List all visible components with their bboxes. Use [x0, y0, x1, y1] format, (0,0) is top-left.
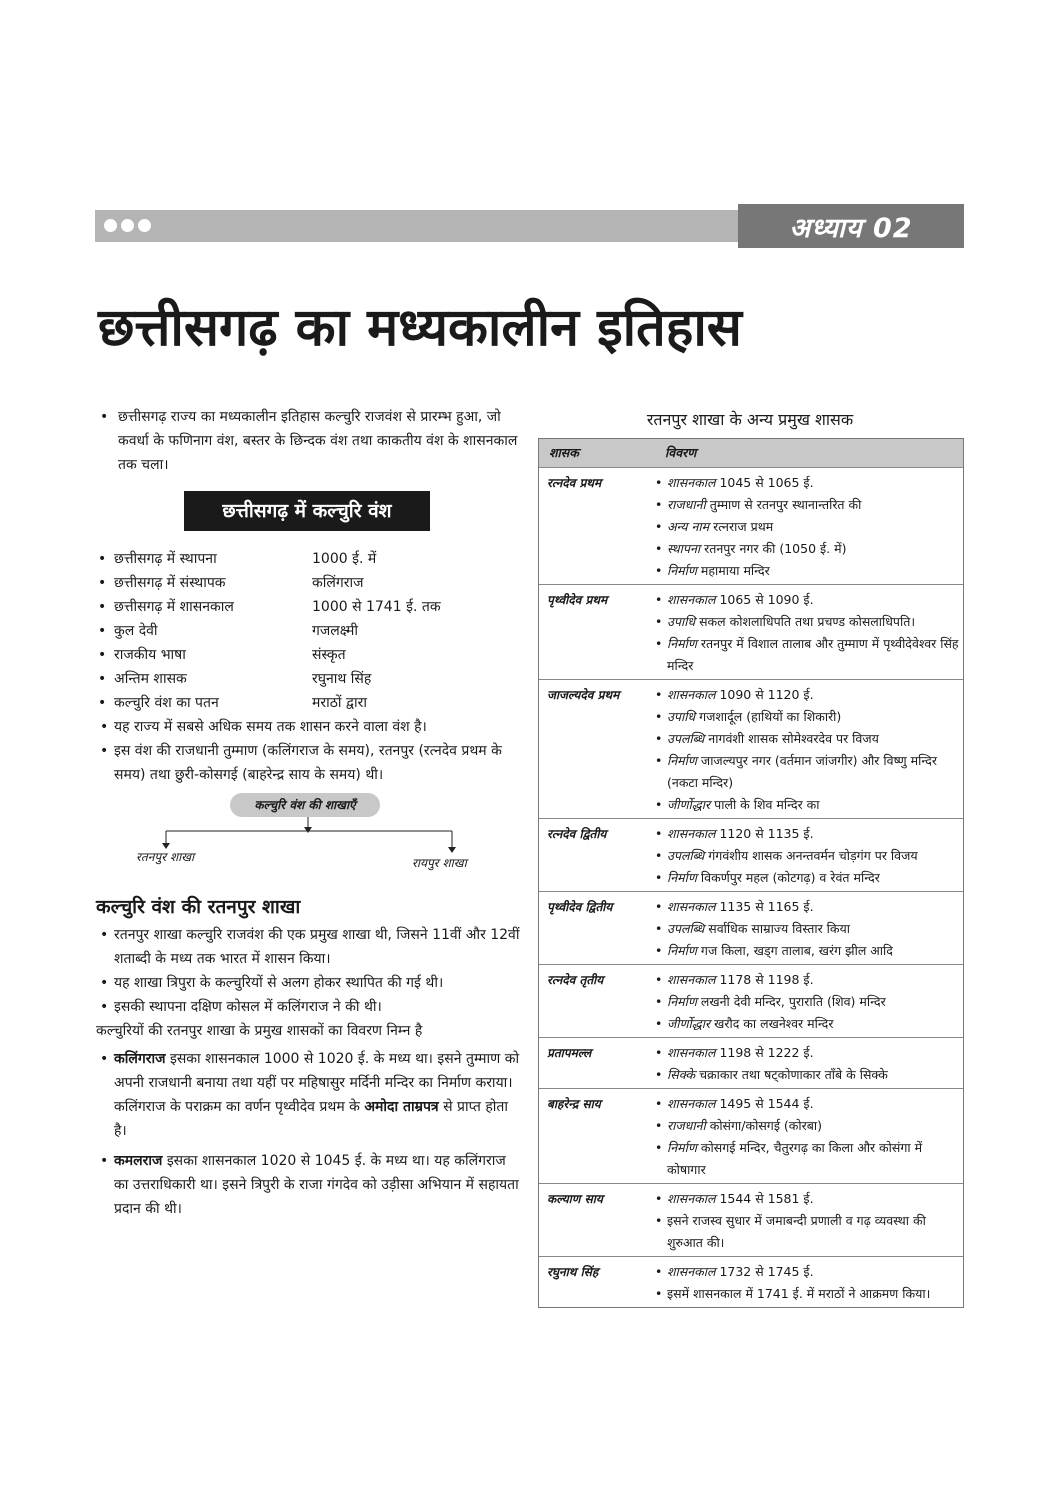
- detail-list: [653, 472, 963, 582]
- table-row: [539, 891, 963, 964]
- table-title: रतनपुर शाखा के अन्य प्रमुख शासक: [646, 410, 854, 429]
- header-band: [95, 210, 740, 242]
- detail-text: 1120 से 1135 ई.: [719, 826, 814, 841]
- table-row: [539, 1183, 963, 1256]
- detail-text: इसने राजस्व सुधार में जमाबन्दी प्रणाली व गढ़ व्यवस्था की शुरुआत की।: [667, 1213, 926, 1250]
- detail-item: [653, 969, 963, 991]
- ratanpur-point: • रतनपुर शाखा कल्चुरि राजवंश की एक प्रमुख शाखा थी, जिसने 11वीं और 12वीं शताब्दी के मध्य तक भारत में शासन किया।: [96, 923, 524, 971]
- fact-value: 1000 ई. में: [312, 551, 377, 567]
- detail-label: निर्माण: [667, 563, 697, 578]
- detail-item: [653, 867, 963, 889]
- ratanpur-point: • इसकी स्थापना दक्षिण कोसल में कलिंगराज ने की थी।: [96, 995, 524, 1019]
- fact-value: मराठों द्वारा: [312, 695, 367, 711]
- detail-text: खरौद का लखनेश्वर मन्दिर: [714, 1016, 834, 1031]
- detail-label: राजधानी: [667, 1118, 706, 1133]
- fact-value: 1000 से 1741 ई. तक: [312, 599, 441, 615]
- detail-item: [653, 516, 963, 538]
- table-row: [539, 467, 963, 584]
- table-row: [539, 1088, 963, 1183]
- detail-text: 1135 से 1165 ई.: [719, 899, 814, 914]
- detail-text: इसमें शासनकाल में 1741 ई. में मराठों ने आक्रमण किया।: [667, 1286, 931, 1301]
- ruler-text: इसका शासनकाल 1000 से 1020 ई. के मध्य था। इसने तुम्माण को अपनी राजधानी बनाया तथा यहीं पर महिषासुर मर्दिनी मन्दिर का निर्माण कराया। कलिंगराज के पराक्रम का वर्णन पृथ्वीदेव प्रथम के: [114, 1051, 520, 1115]
- detail-label: जीर्णोद्धार: [667, 1016, 711, 1031]
- detail-item: [653, 560, 963, 582]
- detail-item: [653, 1093, 963, 1115]
- detail-label: शासनकाल: [667, 1096, 716, 1111]
- fact-item: [96, 571, 524, 595]
- detail-text: गजशार्दूल (हाथियों का शिकारी): [699, 709, 842, 724]
- ratanpur-point: • यह शाखा त्रिपुरा के कल्चुरियों से अलग होकर स्थापित की गई थी।: [96, 971, 524, 995]
- ruler-name: कमलराज: [114, 1153, 163, 1169]
- ruler-name-cell: रत्नदेव द्वितीय: [547, 827, 607, 841]
- detail-text: तुम्माण से रतनपुर स्थानान्तरित की: [709, 497, 862, 512]
- detail-label: शासनकाल: [667, 826, 716, 841]
- ruler-name-cell: पृथ्वीदेव प्रथम: [547, 593, 608, 607]
- detail-item: [653, 538, 963, 560]
- ruler-kamalraj: [96, 1149, 524, 1221]
- detail-text: कोसंगा/कोसगई (कोरबा): [709, 1118, 823, 1133]
- branch-label: कल्चुरि वंश की शाखाएँ: [230, 793, 380, 817]
- fact-key: • अन्तिम शासक: [114, 671, 187, 687]
- intro-text: • छत्तीसगढ़ राज्य का मध्यकालीन इतिहास कल्चुरि राजवंश से प्रारम्भ हुआ, जो कवर्धा के फणिनाग वंश, बस्तर के छिन्दक वंश तथा काकतीय वंश के शासनकाल तक चला।: [96, 405, 524, 477]
- fact-item: [96, 691, 524, 715]
- detail-label: शासनकाल: [667, 1045, 716, 1060]
- detail-text: विकर्णपुर महल (कोटगढ़) व रेवंत मन्दिर: [700, 870, 880, 885]
- detail-item: [653, 845, 963, 867]
- detail-list: [653, 1188, 963, 1254]
- branch-right-label: रायपुर शाखा: [412, 856, 467, 870]
- ruler-kalingraj: [96, 1047, 524, 1143]
- point-text: • यह राज्य में सबसे अधिक समय तक शासन करने वाला वंश है।: [96, 715, 524, 739]
- fact-key: • कल्चुरि वंश का पतन: [114, 695, 219, 711]
- detail-list: [653, 589, 963, 677]
- ruler-name-cell: रघुनाथ सिंह: [547, 1265, 599, 1279]
- ruler-name-cell: बाहरेन्द्र साय: [547, 1097, 601, 1111]
- detail-list: [653, 896, 963, 962]
- detail-label: राजधानी: [667, 497, 706, 512]
- dot-icon: [121, 219, 134, 232]
- detail-item: [653, 1188, 963, 1210]
- detail-text: रत्नराज प्रथम: [713, 519, 774, 534]
- detail-item: [653, 633, 963, 677]
- detail-label: शासनकाल: [667, 899, 716, 914]
- detail-list: [653, 684, 963, 816]
- point-text: • इस वंश की राजधानी तुम्माण (कलिंगराज के समय), रतनपुर (रत्नदेव प्रथम के समय) तथा छुरी-कोसगई (बाहरेन्द्र साय के समय) थी।: [96, 739, 524, 787]
- branch-left-label: रतनपुर शाखा: [136, 850, 195, 864]
- detail-label: निर्माण: [667, 870, 697, 885]
- detail-text: पाली के शिव मन्दिर का: [714, 797, 820, 812]
- table-row: [539, 584, 963, 679]
- ruler-text: इसका शासनकाल 1020 से 1045 ई. के मध्य था। यह कलिंगराज का उत्तराधिकारी था। इसने त्रिपुरी के राजा गंगदेव को उड़ीसा अभियान में सहायता प्रदान की थी।: [114, 1153, 519, 1217]
- detail-label: शासनकाल: [667, 972, 716, 987]
- ruler-name-cell: पृथ्वीदेव द्वितीय: [547, 900, 613, 914]
- fact-key: • राजकीय भाषा: [114, 647, 186, 663]
- detail-label: निर्माण: [667, 994, 697, 1009]
- detail-text: सकल कोशलाधिपति तथा प्रचण्ड कोसलाधिपति।: [699, 614, 916, 629]
- detail-item: [653, 1261, 963, 1283]
- fact-item: [96, 643, 524, 667]
- fact-value: कलिंगराज: [312, 575, 364, 591]
- detail-label: शासनकाल: [667, 475, 716, 490]
- detail-text: 1732 से 1745 ई.: [719, 1264, 814, 1279]
- detail-text: 1178 से 1198 ई.: [719, 972, 814, 987]
- detail-label: सिक्के: [667, 1067, 696, 1082]
- detail-text: चक्राकार तथा षट्कोणाकार ताँबे के सिक्के: [699, 1067, 888, 1082]
- detail-item: [653, 991, 963, 1013]
- detail-text: रतनपुर नगर की (1050 ई. में): [704, 541, 847, 556]
- fact-key: • कुल देवी: [114, 623, 158, 639]
- detail-item: [653, 896, 963, 918]
- left-column: [96, 405, 524, 1221]
- fact-item: [96, 547, 524, 571]
- table-row: [539, 679, 963, 818]
- fact-value: संस्कृत: [312, 647, 346, 663]
- fact-value: रघुनाथ सिंह: [312, 671, 372, 687]
- ruler-name-cell: प्रतापमल्ल: [547, 1046, 592, 1060]
- detail-item: [653, 794, 963, 816]
- table-row: [539, 818, 963, 891]
- detail-text: गज किला, खड्ग तालाब, खरंग झील आदि: [700, 943, 893, 958]
- detail-label: निर्माण: [667, 943, 697, 958]
- dot-icon: [104, 219, 117, 232]
- fact-value: गजलक्ष्मी: [312, 623, 358, 639]
- detail-label: शासनकाल: [667, 592, 716, 607]
- table-col-ruler: शासक: [549, 445, 579, 460]
- detail-label: उपाधि: [667, 709, 696, 724]
- detail-label: स्थापना: [667, 541, 701, 556]
- detail-label: निर्माण: [667, 753, 697, 768]
- detail-item: [653, 1283, 963, 1305]
- ruler-name-cell: कल्याण साय: [547, 1192, 603, 1206]
- detail-text: महामाया मन्दिर: [700, 563, 770, 578]
- detail-text: 1198 से 1222 ई.: [719, 1045, 814, 1060]
- detail-item: [653, 918, 963, 940]
- detail-item: [653, 684, 963, 706]
- detail-item: [653, 472, 963, 494]
- detail-text: 1090 से 1120 ई.: [719, 687, 814, 702]
- ruler-name-cell: रत्नदेव तृतीय: [547, 973, 604, 987]
- detail-text: सर्वाधिक साम्राज्य विस्तार किया: [708, 921, 850, 936]
- section-heading-box: छत्तीसगढ़ में कल्चुरि वंश: [184, 491, 430, 531]
- ratanpur-heading: कल्चुरि वंश की रतनपुर शाखा: [96, 896, 301, 918]
- detail-text: नागवंशी शासक सोमेश्वरदेव पर विजय: [708, 731, 879, 746]
- table-row: [539, 1256, 963, 1307]
- facts-list: [96, 547, 524, 715]
- detail-item: [653, 1064, 963, 1086]
- chapter-label: अध्याय 02: [738, 204, 964, 248]
- ruler-name-cell: रत्नदेव प्रथम: [547, 476, 602, 490]
- detail-label: शासनकाल: [667, 687, 716, 702]
- detail-text: जाजल्यपुर नगर (वर्तमान जांजगीर) और विष्णु मन्दिर (नकटा मन्दिर): [667, 753, 937, 790]
- table-header: [539, 439, 963, 467]
- detail-label: उपाधि: [667, 614, 696, 629]
- ruler-name-cell: जाजल्यदेव प्रथम: [547, 688, 620, 702]
- detail-item: [653, 1042, 963, 1064]
- fact-key: • छत्तीसगढ़ में स्थापना: [114, 551, 217, 567]
- header-dots: [104, 219, 151, 232]
- detail-item: [653, 611, 963, 633]
- detail-text: 1045 से 1065 ई.: [719, 475, 814, 490]
- ruler-bold-term: अमोदा ताम्रपत्र: [364, 1099, 439, 1115]
- detail-list: [653, 823, 963, 889]
- rulers-table: [538, 438, 964, 1308]
- detail-label: उपलब्धि: [667, 731, 705, 746]
- detail-text: लखनी देवी मन्दिर, पुराराति (शिव) मन्दिर: [700, 994, 886, 1009]
- detail-label: शासनकाल: [667, 1264, 716, 1279]
- fact-item: [96, 667, 524, 691]
- dot-icon: [138, 219, 151, 232]
- detail-label: निर्माण: [667, 1140, 697, 1155]
- detail-item: [653, 1137, 963, 1181]
- detail-item: [653, 750, 963, 794]
- detail-list: [653, 1042, 963, 1086]
- detail-item: [653, 728, 963, 750]
- detail-item: [653, 494, 963, 516]
- detail-item: [653, 823, 963, 845]
- detail-text: 1495 से 1544 ई.: [719, 1096, 814, 1111]
- branch-diagram: [96, 793, 524, 885]
- detail-text: 1544 से 1581 ई.: [719, 1191, 814, 1206]
- table-col-details: विवरण: [665, 445, 697, 460]
- detail-label: शासनकाल: [667, 1191, 716, 1206]
- detail-item: [653, 940, 963, 962]
- fact-item: [96, 619, 524, 643]
- ratanpur-lead: कल्चुरियों की रतनपुर शाखा के प्रमुख शासकों का विवरण निम्न है: [96, 1023, 423, 1039]
- detail-item: [653, 1013, 963, 1035]
- detail-list: [653, 1093, 963, 1181]
- detail-label: उपलब्धि: [667, 921, 705, 936]
- fact-key: • छत्तीसगढ़ में शासनकाल: [114, 599, 234, 615]
- page-title: छत्तीसगढ़ का मध्यकालीन इतिहास: [98, 298, 742, 358]
- detail-label: उपलब्धि: [667, 848, 705, 863]
- detail-label: निर्माण: [667, 636, 697, 651]
- ruler-text: से प्राप्त होता है।: [114, 1099, 509, 1139]
- fact-item: [96, 595, 524, 619]
- detail-item: [653, 589, 963, 611]
- detail-text: कोसगई मन्दिर, चैतुरगढ़ का किला और कोसंगा में कोषागार: [667, 1140, 923, 1177]
- fact-key: • छत्तीसगढ़ में संस्थापक: [114, 575, 226, 591]
- detail-text: 1065 से 1090 ई.: [719, 592, 814, 607]
- table-body: [539, 467, 963, 1307]
- detail-text: रतनपुर में विशाल तालाब और तुम्माण में पृथ्वीदेवेश्वर सिंह मन्दिर: [667, 636, 959, 673]
- detail-label: जीर्णोद्धार: [667, 797, 711, 812]
- ruler-name: कलिंगराज: [114, 1051, 166, 1067]
- detail-text: गंगवंशीय शासक अनन्तवर्मन चोड़गंग पर विजय: [708, 848, 918, 863]
- detail-list: [653, 969, 963, 1035]
- table-row: [539, 964, 963, 1037]
- detail-item: [653, 1115, 963, 1137]
- table-row: [539, 1037, 963, 1088]
- detail-list: [653, 1261, 963, 1305]
- detail-item: [653, 706, 963, 728]
- detail-label: अन्य नाम: [667, 519, 710, 534]
- detail-item: [653, 1210, 963, 1254]
